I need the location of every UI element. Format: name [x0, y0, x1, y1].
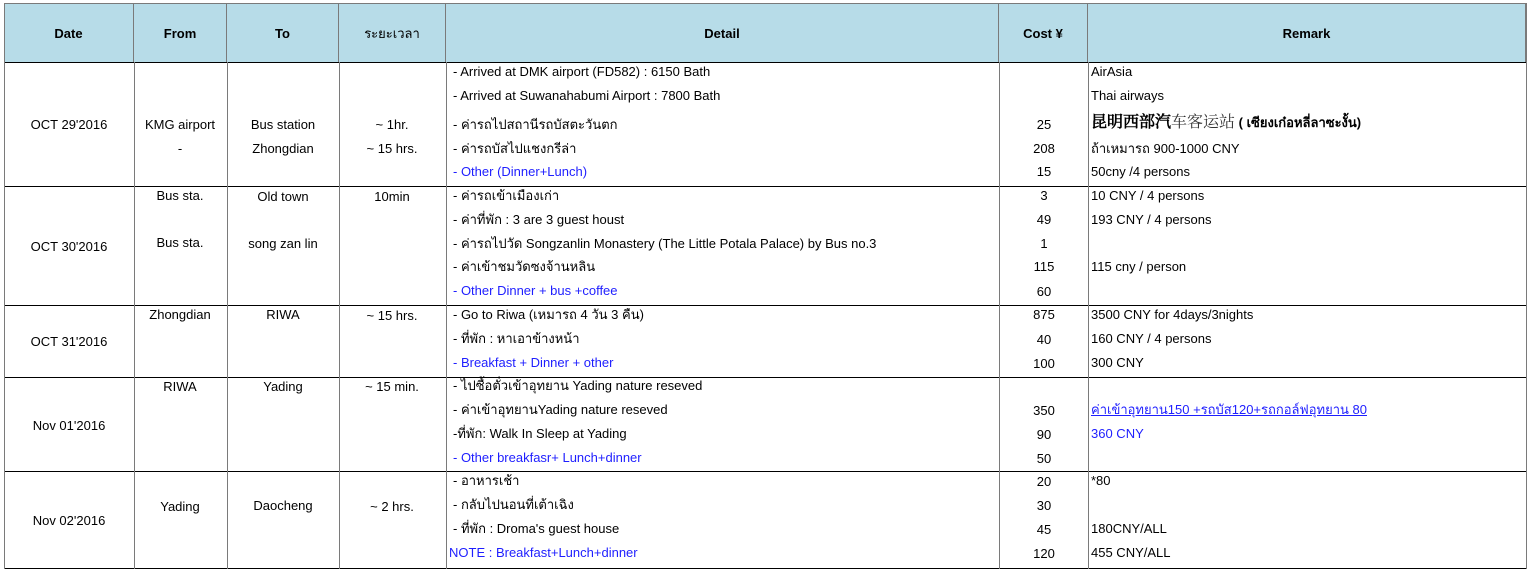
detail-item: - Go to Riwa (เหมารถ 4 วัน 3 คืน) [453, 307, 644, 322]
column-divider [339, 62, 340, 569]
row-divider [4, 377, 1526, 378]
remark-cell: 50cny /4 persons [1091, 164, 1191, 179]
header-remark: Remark [1088, 4, 1526, 62]
row-divider [4, 3, 1526, 4]
row-divider [4, 305, 1526, 306]
remark-cjk-light: 车客运站 [1171, 114, 1236, 131]
cost-cell: 20 [1036, 474, 1052, 489]
from-cell: Bus sta. [156, 188, 204, 203]
from-cell: Bus sta. [156, 235, 204, 250]
detail-item: - ที่พัก : Droma's guest house [453, 521, 620, 536]
remark-cjk-suffix: ( เซียงเก๋อหลี่ลาซะงั้น) [1235, 115, 1362, 130]
remark-cell: 160 CNY / 4 persons [1091, 331, 1212, 346]
from-cell: Yading [160, 499, 200, 514]
header-cost: Cost ¥ [999, 4, 1088, 62]
detail-item: - ที่พัก : หาเอาข้างหน้า [453, 331, 580, 346]
remark-cell: Thai airways [1091, 88, 1164, 103]
date-cell: OCT 31'2016 [30, 334, 108, 349]
cost-cell: 90 [1036, 427, 1052, 442]
remark-cell: 3500 CNY for 4days/3nights [1091, 307, 1254, 322]
detail-item: - ไปซื้อตั๋วเข้าอุทยาน Yading nature reseved [453, 378, 703, 393]
cost-cell: 3 [1040, 188, 1048, 203]
remark-cell: 193 CNY / 4 persons [1091, 212, 1212, 227]
duration-cell: ~ 15 hrs. [366, 141, 418, 156]
detail-item: - ค่าเข้าชมวัดซงจ้านหลิน [453, 259, 596, 274]
from-cell: - [177, 141, 183, 156]
to-cell: Yading [263, 379, 303, 394]
cost-cell: 25 [1036, 117, 1052, 132]
detail-item-other: - Other breakfasr+ Lunch+dinner [453, 450, 642, 465]
row-divider [4, 568, 1526, 569]
header-detail: Detail [446, 4, 999, 62]
detail-item: - อาหารเช้า [453, 473, 520, 488]
from-cell: RIWA [163, 379, 197, 394]
column-divider [227, 62, 228, 569]
date-cell: OCT 29'2016 [30, 117, 108, 132]
column-divider [4, 3, 5, 569]
remark-cell: 10 CNY / 4 persons [1091, 188, 1205, 203]
detail-item-other: - Breakfast + Dinner + other [453, 355, 614, 370]
remark-cell: 455 CNY/ALL [1091, 545, 1171, 560]
date-cell: Nov 01'2016 [32, 418, 106, 433]
remark-cjk-bold: 昆明西部汽 [1091, 114, 1172, 131]
column-divider [1088, 62, 1089, 569]
duration-cell: ~ 15 min. [365, 379, 419, 394]
detail-item-other: - Other (Dinner+Lunch) [453, 164, 588, 179]
duration-cell: ~ 1hr. [375, 117, 409, 132]
remark-cell: 115 cny / person [1091, 259, 1187, 274]
to-cell: Bus station [250, 117, 316, 132]
cost-cell: 208 [1033, 141, 1055, 156]
detail-item: - ค่ารถไปวัด Songzanlin Monastery (The Little Potala Palace) by Bus no.3 [453, 236, 877, 251]
cost-cell: 45 [1036, 522, 1052, 537]
cost-cell: 50 [1036, 451, 1052, 466]
cost-cell: 115 [1033, 259, 1055, 274]
header-date: Date [4, 4, 134, 62]
duration-cell: ~ 2 hrs. [370, 499, 414, 514]
to-cell: Zhongdian [252, 141, 314, 156]
header-duration: ระยะเวลา [339, 4, 446, 62]
detail-item-note: NOTE : Breakfast+Lunch+dinner [449, 545, 638, 560]
column-divider [134, 62, 135, 569]
row-divider [4, 471, 1526, 472]
detail-item: - ค่ารถเข้าเมืองเก่า [453, 188, 560, 203]
cost-cell: 100 [1033, 356, 1055, 371]
cost-cell: 40 [1036, 332, 1052, 347]
to-cell: Old town [257, 189, 309, 204]
cost-cell: 120 [1033, 546, 1055, 561]
detail-item: - Arrived at Suwanahabumi Airport : 7800 Bath [453, 88, 721, 103]
to-cell: song zan lin [248, 236, 318, 251]
row-divider [4, 186, 1526, 187]
column-divider [446, 62, 447, 569]
from-cell: Zhongdian [149, 307, 211, 322]
cost-cell: 875 [1033, 307, 1055, 322]
remark-cell: ถ้าเหมารถ 900-1000 CNY [1091, 141, 1240, 156]
cost-cell: 1 [1040, 236, 1048, 251]
date-cell: OCT 30'2016 [30, 239, 108, 254]
cost-cell: 30 [1036, 498, 1052, 513]
detail-item: - ค่าเข้าอุทยานYading nature reseved [453, 402, 668, 417]
detail-item: -ที่พัก: Walk In Sleep at Yading [453, 426, 627, 441]
detail-item: - ค่ารถไปสถานีรถบัสตะวันตก [453, 117, 618, 132]
row-divider [4, 62, 1526, 63]
detail-item: - กลับไปนอนที่เต้าเฉิง [453, 497, 574, 512]
duration-cell: 10min [374, 189, 410, 204]
cost-cell: 60 [1036, 284, 1052, 299]
cost-cell: 15 [1036, 164, 1052, 179]
cost-cell: 49 [1036, 212, 1052, 227]
column-divider [999, 62, 1000, 569]
remark-cell: 180CNY/ALL [1091, 521, 1167, 536]
to-cell: RIWA [266, 307, 300, 322]
detail-item: - ค่ารถบัสไปแชงกรีล่า [453, 141, 577, 156]
date-cell: Nov 02'2016 [32, 513, 106, 528]
from-cell: KMG airport [144, 117, 216, 132]
remark-cell: *80 [1091, 473, 1111, 488]
detail-item-other: - Other Dinner + bus +coffee [453, 283, 618, 298]
detail-item: - Arrived at DMK airport (FD582) : 6150 Bath [453, 64, 711, 79]
to-cell: Daocheng [253, 498, 313, 513]
remark-cjk-bus-station [1091, 113, 1361, 133]
header-from: From [134, 4, 227, 62]
remark-cell: 360 CNY [1091, 426, 1144, 441]
remark-cell: AirAsia [1091, 64, 1133, 79]
remark-link[interactable]: ค่าเข้าอุทยาน150 +รถบัส120+รถกอล์ฟอุทยาน 80 [1091, 402, 1367, 417]
cost-cell: 350 [1033, 403, 1055, 418]
detail-item: - ค่าที่พัก : 3 are 3 guest houst [453, 212, 625, 227]
header-to: To [227, 4, 339, 62]
duration-cell: ~ 15 hrs. [366, 308, 418, 323]
remark-cell: 300 CNY [1091, 355, 1144, 370]
column-divider [1526, 3, 1527, 569]
